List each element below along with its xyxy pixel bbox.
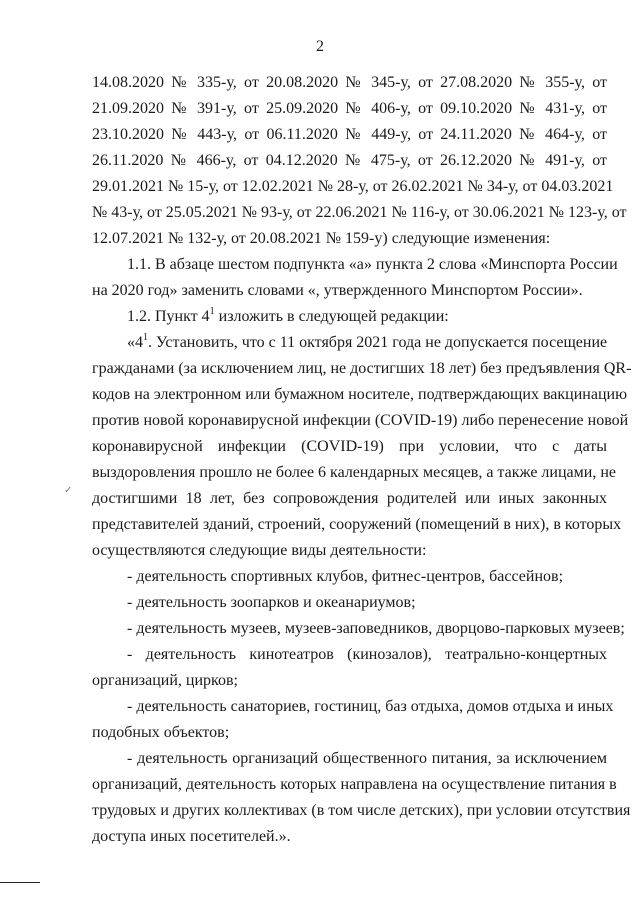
document-body [92, 70, 632, 850]
text-line: гражданами (за исключением лиц, не достигших 18 лет) без предъявления QR- [92, 360, 632, 377]
text-line: на 2020 год» заменить словами «, утвержденного Минспортом России». [92, 282, 583, 299]
text-line [92, 304, 607, 330]
text-segment: 1.2. Пункт 4 [127, 308, 210, 325]
text-line: - деятельность музеев, музеев-заповедников, дворцово-парковых музеев; [127, 620, 625, 637]
scan-mark: ✓ [64, 485, 73, 496]
text-line: выздоровления прошло не более 6 календарных месяцев, а также лицами, не [92, 464, 616, 481]
text-line: - деятельность санаториев, гостиниц, баз отдыха, домов отдыха и иных [127, 698, 614, 715]
text-line: - деятельность спортивных клубов, фитнес-центров, бассейнов; [127, 568, 564, 585]
paragraph-1-1 [92, 252, 618, 304]
superscript: 1 [143, 332, 148, 343]
paragraph-amendment-list [92, 70, 627, 252]
text-line: организаций, цирков; [92, 672, 238, 689]
bullet-item [92, 616, 625, 642]
footnote-divider [0, 882, 40, 883]
text-line: доступа иных посетителей.». [92, 828, 291, 845]
bullet-item [92, 642, 607, 694]
text-line: № 43-у, от 25.05.2021 № 93-у, от 22.06.2021 № 116-у, от 30.06.2021 № 123-у, от [92, 204, 627, 221]
text-line: против новой коронавирусной инфекции (COVID-19) либо перенесение новой [92, 412, 629, 429]
text-line: подобных объектов; [92, 724, 230, 741]
text-line: 1.1. В абзаце шестом подпункта «а» пункта 2 слова «Минспорта России [127, 256, 618, 273]
text-line: достигшими 18 лет, без сопровождения родителей или иных законных [92, 490, 607, 507]
text-line: 14.08.2020 № 335-у, от 20.08.2020 № 345-у, от 27.08.2020 № 355-у, от [92, 74, 607, 91]
text-line: 23.10.2020 № 443-у, от 06.11.2020 № 449-у, от 24.11.2020 № 464-у, от [92, 126, 607, 143]
text-line: представителей зданий, строений, сооружений (помещений в них), в которых [92, 516, 622, 533]
bullet-item [92, 564, 607, 590]
text-line: кодов на электронном или бумажном носителе, подтверждающих вакцинацию [92, 386, 628, 403]
text-segment: . Установить, что с 11 октября 2021 года не допускается посещение [148, 334, 608, 351]
text-line: - деятельность кинотеатров (кинозалов), театрально-концертных [127, 646, 607, 663]
paragraph-1-2 [92, 304, 607, 330]
text-segment: «4 [127, 334, 143, 351]
text-line: 26.11.2020 № 466-у, от 04.12.2020 № 475-у, от 26.12.2020 № 491-у, от [92, 152, 607, 169]
text-line: - деятельность зоопарков и океанариумов; [127, 594, 416, 611]
text-line: осуществляются следующие виды деятельности: [92, 542, 427, 559]
text-line [92, 330, 607, 356]
bullet-item [92, 746, 631, 850]
superscript: 1 [209, 306, 215, 317]
text-line: 29.01.2021 № 15-у, от 12.02.2021 № 28-у, от 26.02.2021 № 34-у, от 04.03.2021 [92, 178, 614, 195]
paragraph-4-1 [92, 330, 632, 564]
text-line: - деятельность организаций общественного питания, за исключением [127, 750, 607, 767]
bullet-item [92, 694, 614, 746]
text-line: коронавирусной инфекции (COVID-19) при условии, что с даты [92, 438, 607, 455]
text-line: организаций, деятельность которых направлена на осуществление питания в [92, 776, 617, 793]
text-line: трудовых и других коллективах (в том числе детских), при условии отсутствия [92, 802, 631, 819]
text-segment: изложить в следующей редакции: [214, 308, 449, 325]
page-number: 2 [316, 38, 324, 55]
bullet-item [92, 590, 607, 616]
text-line: 12.07.2021 № 132-у, от 20.08.2021 № 159-у) следующие изменения: [92, 230, 551, 247]
text-line: 21.09.2020 № 391-у, от 25.09.2020 № 406-у, от 09.10.2020 № 431-у, от [92, 100, 607, 117]
